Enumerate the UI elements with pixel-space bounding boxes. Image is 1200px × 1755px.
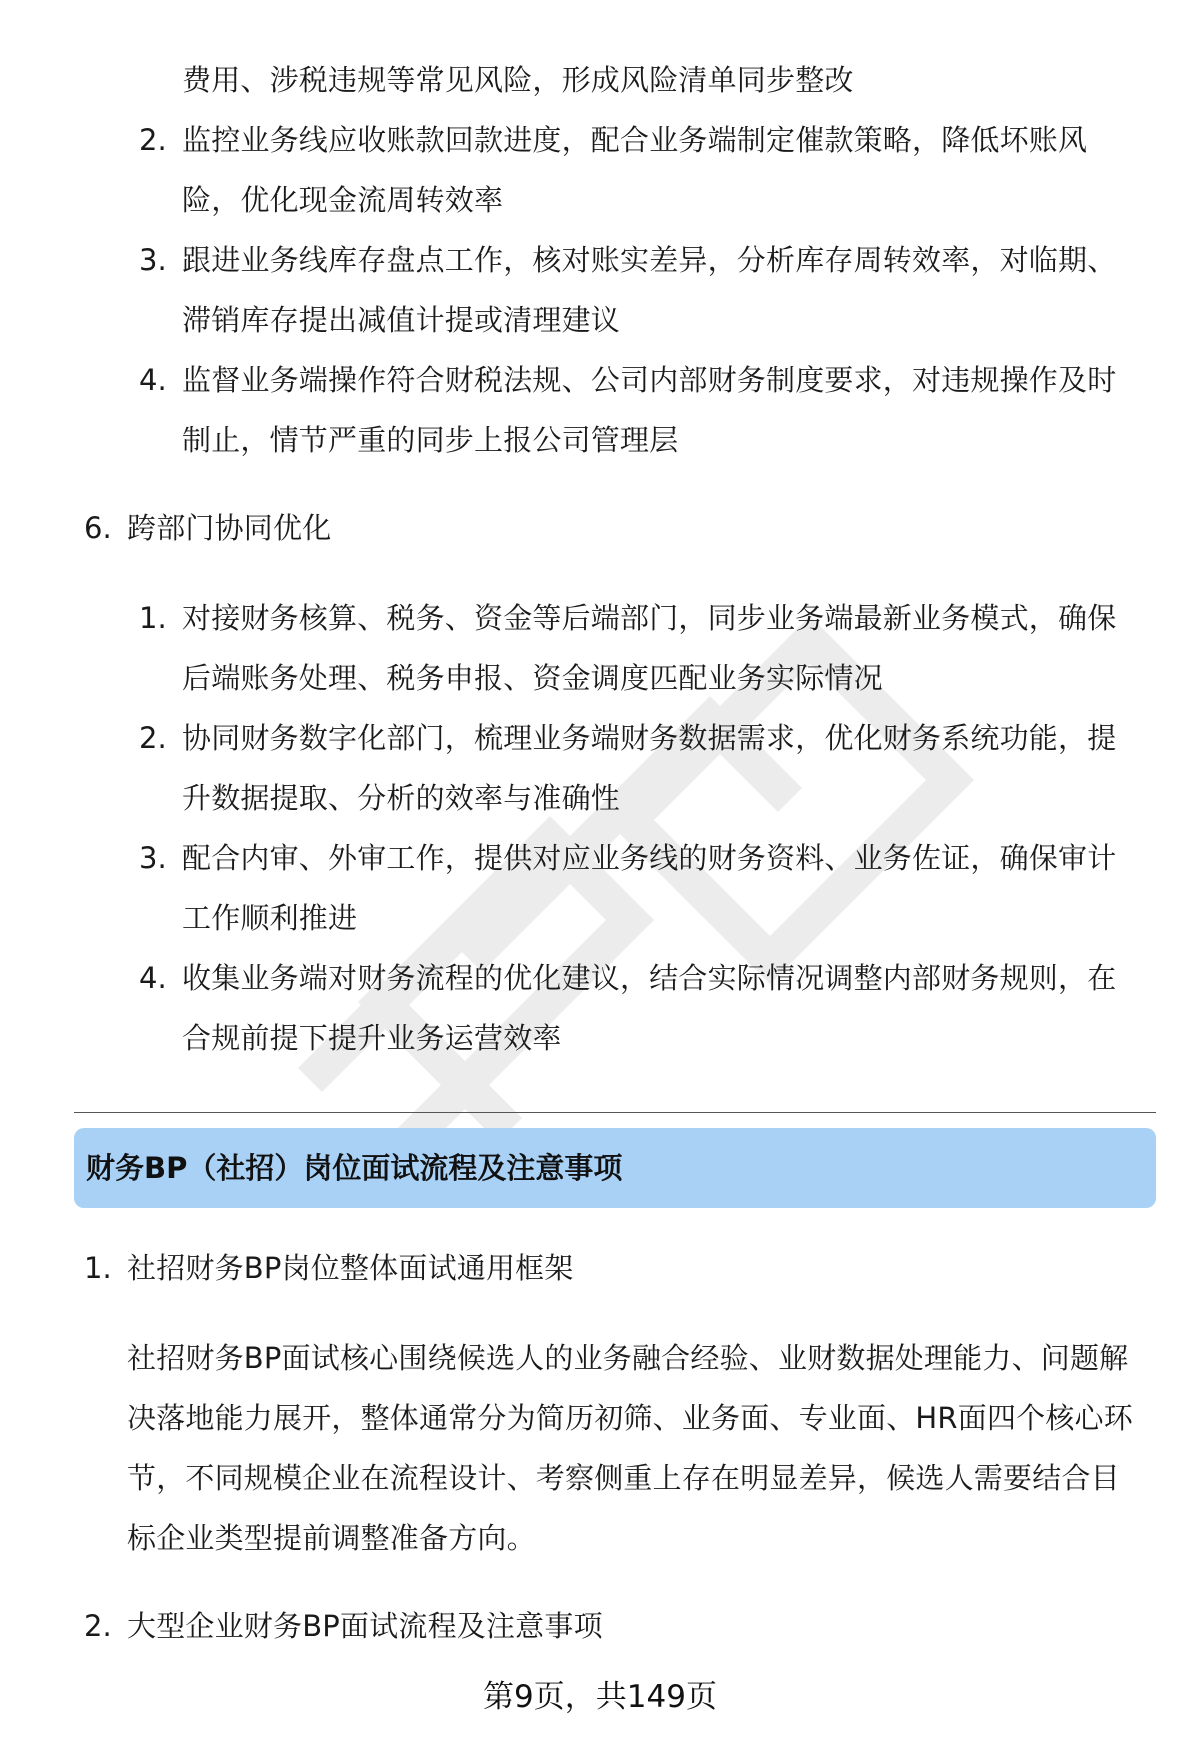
list-item-text: 配合内审、外审工作，提供对应业务线的财务资料、业务佐证，确保审计 — [182, 841, 1117, 875]
list-item-text: 滞销库存提出减值计提或清理建议 — [182, 303, 621, 337]
list-item-text: 合规前提下提升业务运营效率 — [182, 1021, 562, 1055]
section-title: 财务BP（社招）岗位面试流程及注意事项 — [86, 1151, 623, 1185]
list-item-text: 协同财务数字化部门，梳理业务端财务数据需求，优化财务系统功能，提 — [182, 721, 1117, 755]
list-item-number: 4. — [139, 961, 167, 995]
list-item-number: 2. — [139, 721, 167, 755]
list-item-number: 4. — [139, 363, 167, 397]
section-item-text: 大型企业财务BP面试流程及注意事项 — [127, 1609, 603, 1643]
paragraph-line: 节，不同规模企业在流程设计、考察侧重上存在明显差异，候选人需要结合目 — [127, 1461, 1120, 1495]
continuation-line: 费用、涉税违规等常见风险，形成风险清单同步整改 — [182, 63, 854, 97]
heading-number: 6. — [84, 511, 112, 545]
list-item-text: 收集业务端对财务流程的优化建议，结合实际情况调整内部财务规则，在 — [182, 961, 1117, 995]
section-divider — [74, 1112, 1156, 1113]
section-header — [74, 1128, 1156, 1208]
list-item-number: 3. — [139, 841, 167, 875]
heading-text: 跨部门协同优化 — [127, 511, 332, 545]
list-item-text: 工作顺利推进 — [182, 901, 358, 935]
section-item-number: 2. — [84, 1609, 112, 1643]
list-item-text: 监督业务端操作符合财税法规、公司内部财务制度要求，对违规操作及时 — [182, 363, 1117, 397]
list-item-number: 1. — [139, 601, 167, 635]
list-item-text: 险，优化现金流周转效率 — [182, 183, 504, 217]
section-item-text: 社招财务BP岗位整体面试通用框架 — [127, 1251, 574, 1285]
paragraph-line: 社招财务BP面试核心围绕候选人的业务融合经验、业财数据处理能力、问题解 — [127, 1341, 1129, 1375]
list-item-text: 升数据提取、分析的效率与准确性 — [182, 781, 621, 815]
list-item-text: 后端账务处理、税务申报、资金调度匹配业务实际情况 — [182, 661, 883, 695]
list-item-text: 跟进业务线库存盘点工作，核对账实差异，分析库存周转效率，对临期、 — [182, 243, 1117, 277]
section-item-number: 1. — [84, 1251, 112, 1285]
list-item-text: 制止，情节严重的同步上报公司管理层 — [182, 423, 679, 457]
paragraph-line: 标企业类型提前调整准备方向。 — [127, 1521, 536, 1555]
list-item-text: 监控业务线应收账款回款进度，配合业务端制定催款策略，降低坏账风 — [182, 123, 1088, 157]
paragraph-line: 决落地能力展开，整体通常分为简历初筛、业务面、专业面、HR面四个核心环 — [127, 1401, 1133, 1435]
list-item-text: 对接财务核算、税务、资金等后端部门，同步业务端最新业务模式，确保 — [182, 601, 1117, 635]
list-item-number: 2. — [139, 123, 167, 157]
list-item-number: 3. — [139, 243, 167, 277]
page-number-footer: 第9页，共149页 — [483, 1679, 717, 1715]
